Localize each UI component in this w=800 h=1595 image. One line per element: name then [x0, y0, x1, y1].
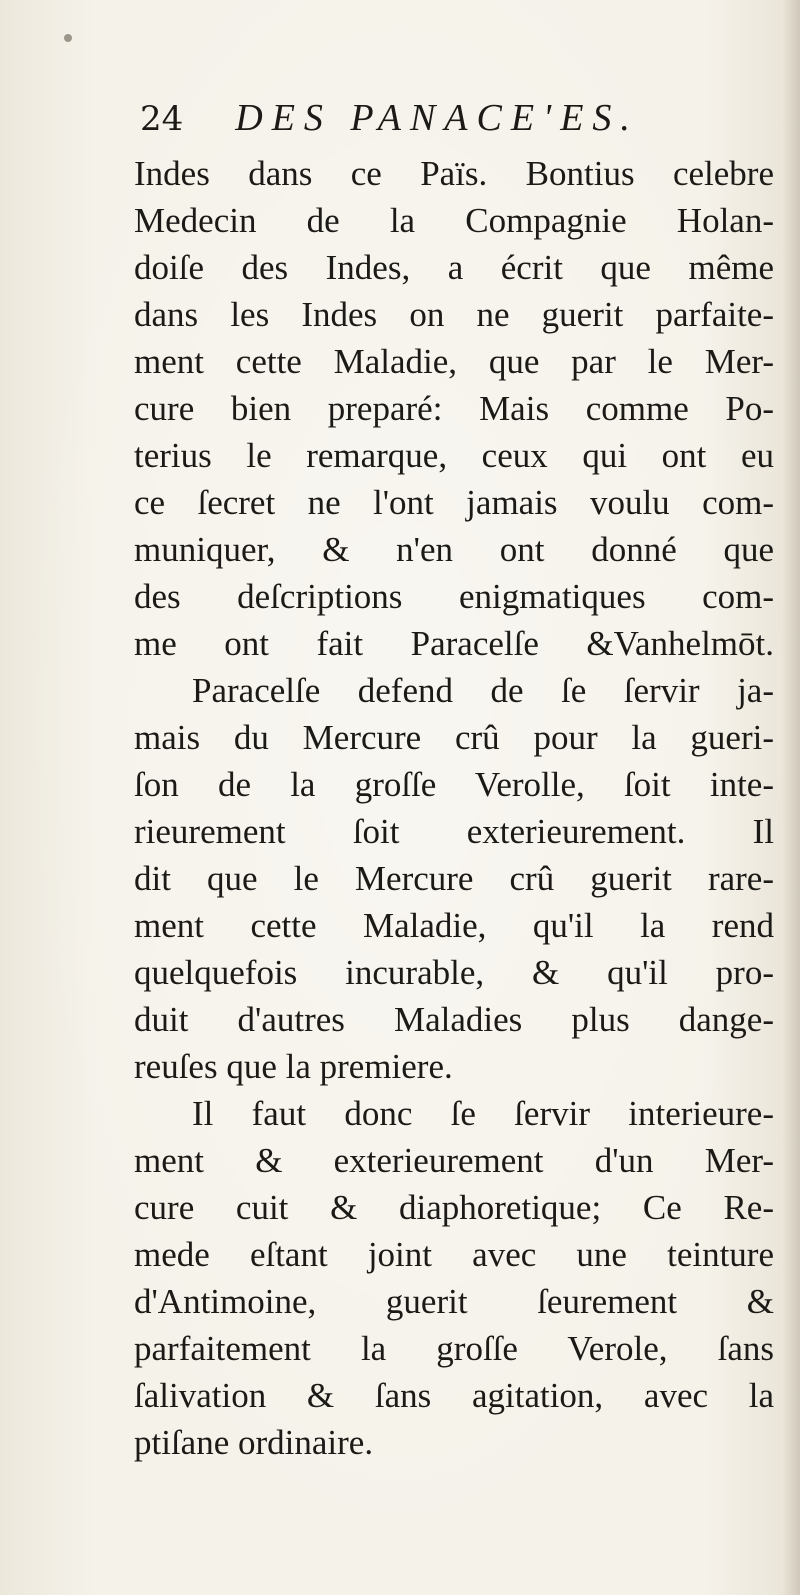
text-line: ment & exterieurement d'un Mer-: [134, 1141, 774, 1180]
paragraph-start-line: Il faut donc ſe ſervir interieure-: [192, 1094, 774, 1133]
text-line: ment cette Maladie, qu'il la rend: [134, 906, 774, 945]
body-text: [134, 150, 774, 1466]
text-line: parfaitement la groſſe Verole, ſans: [134, 1329, 774, 1368]
text-line: ce ſecret ne l'ont jamais voulu com-: [134, 483, 774, 522]
text-line: d'Antimoine, guerit ſeurement &: [134, 1282, 774, 1321]
text-line: mede eſtant joint avec une teinture: [134, 1235, 774, 1274]
text-line: cure bien preparé: Mais comme Po-: [134, 389, 774, 428]
text-line: Indes dans ce Païs. Bontius celebre: [134, 154, 774, 193]
text-line: ment cette Maladie, que par le Mer-: [134, 342, 774, 381]
text-line: me ont fait Paracelſe &Vanhelmōt.: [134, 624, 774, 663]
text-line: mais du Mercure crû pour la gueri-: [134, 718, 774, 757]
text-line: dit que le Mercure crû guerit rare-: [134, 859, 774, 898]
paragraph-end-line: reuſes que la premiere.: [134, 1047, 453, 1086]
text-line: Medecin de la Compagnie Holan-: [134, 201, 774, 240]
paragraph-end-line: ptiſane ordinaire.: [134, 1423, 374, 1462]
running-head: DES PANACE'ES.: [235, 97, 639, 139]
paragraph-start-line: Paracelſe defend de ſe ſervir ja-: [192, 671, 774, 710]
text-line: dans les Indes on ne guerit parfaite-: [134, 295, 774, 334]
page-header: [140, 96, 700, 144]
text-line: ſon de la groſſe Verolle, ſoit inte-: [134, 765, 774, 804]
text-line: duit d'autres Maladies plus dange-: [134, 1000, 774, 1039]
text-line: ſalivation & ſans agitation, avec la: [134, 1376, 774, 1415]
page-number: 24: [140, 99, 184, 139]
ink-speck: [64, 34, 72, 42]
text-line: des deſcriptions enigmatiques com-: [134, 577, 774, 616]
text-line: doiſe des Indes, a écrit que même: [134, 248, 774, 287]
text-line: muniquer, & n'en ont donné que: [134, 530, 774, 569]
text-line: terius le remarque, ceux qui ont eu: [134, 436, 774, 475]
text-line: cure cuit & diaphoretique; Ce Re-: [134, 1188, 774, 1227]
page-edge-shadow: [782, 0, 800, 1595]
text-line: rieurement ſoit exterieurement. Il: [134, 812, 774, 851]
text-line: quelquefois incurable, & qu'il pro-: [134, 953, 774, 992]
